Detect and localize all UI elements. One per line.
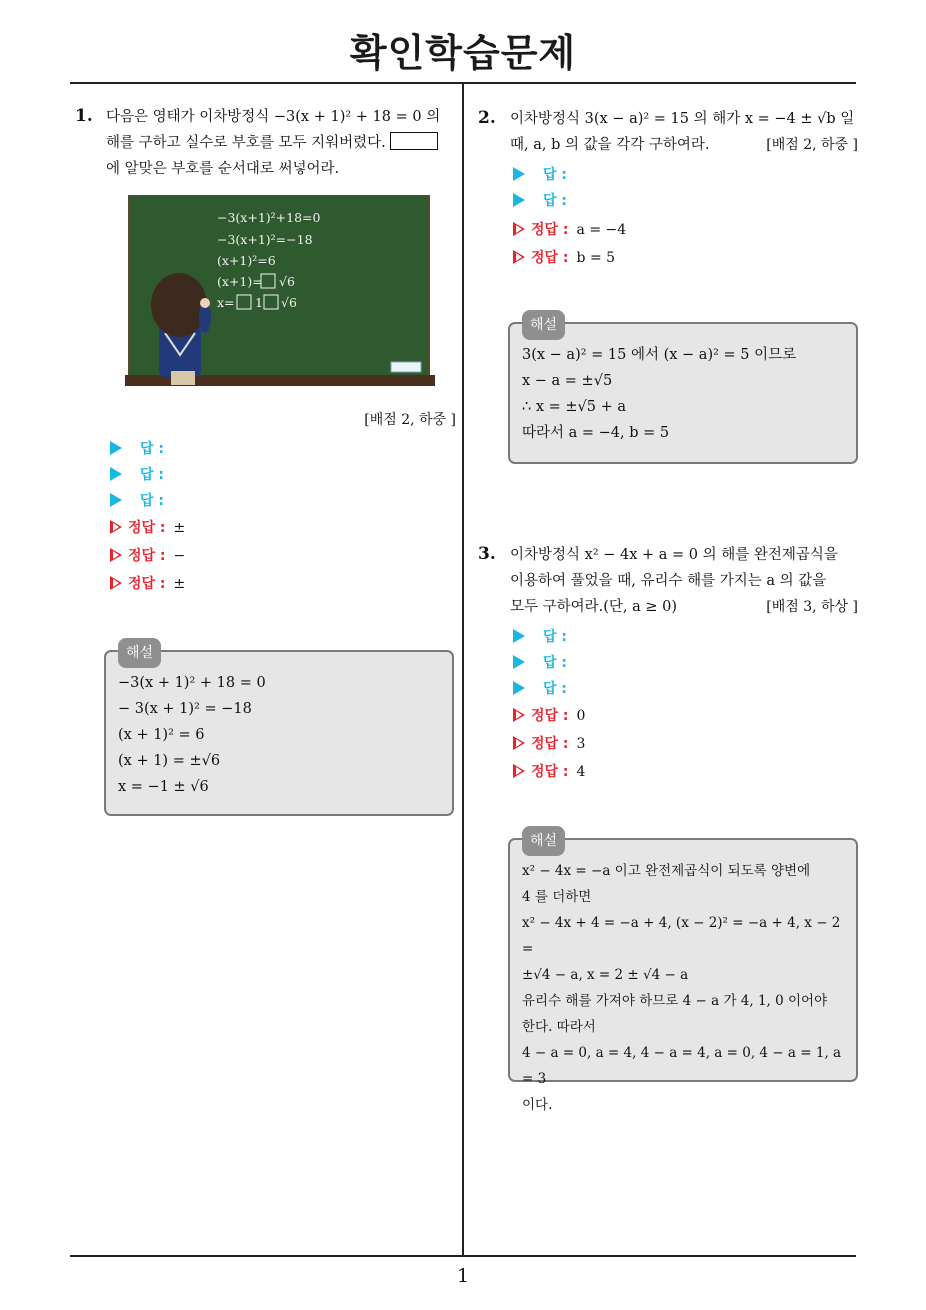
solution-line: 4 − a = 0, a = 4, 4 − a = 4, a = 0, 4 − a = 1, a = 3 xyxy=(522,1045,842,1087)
correct-label: 정답 : xyxy=(128,548,166,564)
solution-line: −3(x + 1)² + 18 = 0 xyxy=(118,675,266,691)
correct-answer-1 xyxy=(110,515,185,541)
answer-triangle-icon xyxy=(513,655,525,669)
correct-value: a = −4 xyxy=(576,222,627,238)
answer-label: 답 : xyxy=(140,441,164,457)
solution-line: 이다. xyxy=(522,1097,553,1113)
answer-label: 답 : xyxy=(543,655,567,671)
problem-2-line-b-text: 때, a, b 의 값을 각각 구하여라. xyxy=(510,137,710,153)
correct-value: 0 xyxy=(576,708,586,724)
solution-line: 유리수 해를 가져야 하므로 4 − a 가 4, 1, 0 이어야 xyxy=(522,993,828,1009)
correct-value: b = 5 xyxy=(576,250,616,266)
answer-triangle-icon xyxy=(513,167,525,181)
board-line-4: (x+1)= xyxy=(217,274,263,289)
correct-answer-2 xyxy=(110,543,185,569)
correct-label: 정답 : xyxy=(128,576,166,592)
correct-answer-3 xyxy=(110,571,185,597)
problem-3-line-c xyxy=(510,594,858,620)
problem-1-line-b-text: 해를 구하고 실수로 부호를 모두 지워버렸다. xyxy=(106,135,386,151)
problem-1-line-a: 다음은 영태가 이차방정식 −3(x + 1)² + 18 = 0 의 xyxy=(106,109,441,125)
column-divider xyxy=(462,84,464,1256)
problem-2-line-a: 이차방정식 3(x − a)² = 15 의 해가 x = −4 ± √b 일 xyxy=(510,111,855,127)
answer-triangle-icon xyxy=(513,629,525,643)
answer-line-2 xyxy=(513,650,567,676)
solution-line: − 3(x + 1)² = −18 xyxy=(118,701,252,717)
problem-3-number: 3. xyxy=(478,544,496,564)
board-line-5: x= xyxy=(217,295,235,310)
answer-triangle-icon xyxy=(110,467,122,481)
solution-box-2 xyxy=(508,317,858,464)
correct-value: 4 xyxy=(576,764,586,780)
solution-tag: 해설 xyxy=(118,638,161,668)
answer-label: 답 : xyxy=(543,193,567,209)
board-line-1: −3(x+1)²+18=0 xyxy=(217,210,321,225)
solution-line: x² − 4x = −a 이고 완전제곱식이 되도록 양변에 xyxy=(522,863,811,879)
board-line-2: −3(x+1)²=−18 xyxy=(217,232,313,247)
chalkboard-illustration xyxy=(125,195,435,387)
solution-line: x = −1 ± √6 xyxy=(118,779,209,795)
problem-2-text xyxy=(510,106,858,158)
answer-line-2 xyxy=(110,462,164,488)
correct-answer-1 xyxy=(513,703,585,729)
answer-line-3 xyxy=(513,676,567,702)
answer-label: 답 : xyxy=(543,629,567,645)
solution-line: (x + 1)² = 6 xyxy=(118,727,205,743)
solution-line: x − a = ±√5 xyxy=(522,373,613,389)
correct-triangle-icon xyxy=(513,250,525,264)
correct-label: 정답 : xyxy=(531,736,569,752)
solution-tag: 해설 xyxy=(522,310,565,340)
problem-3-line-a: 이차방정식 x² − 4x + a = 0 의 해를 완전제곱식을 xyxy=(510,547,838,563)
correct-label: 정답 : xyxy=(531,708,569,724)
answer-line-1 xyxy=(513,162,567,188)
correct-triangle-icon xyxy=(513,736,525,750)
problem-1-text xyxy=(106,104,456,182)
board-sqrt-2: √6 xyxy=(281,295,297,310)
answer-triangle-icon xyxy=(110,493,122,507)
page-number: 1 xyxy=(456,1265,470,1287)
correct-value: ± xyxy=(173,576,186,592)
solution-line: ∴ x = ±√5 + a xyxy=(522,399,627,415)
problem-3-line-b: 이용하여 풀었을 때, 유리수 해를 가지는 a 의 값을 xyxy=(510,573,827,589)
problem-1-meta: [배점 2, 하중 ] xyxy=(364,412,456,428)
problem-2-line-b xyxy=(510,132,858,158)
correct-triangle-icon xyxy=(110,576,122,590)
answer-triangle-icon xyxy=(513,681,525,695)
correct-answer-1 xyxy=(513,217,626,243)
solution-line: 따라서 a = −4, b = 5 xyxy=(522,425,670,441)
bottom-rule xyxy=(70,1255,856,1257)
solution-box-1 xyxy=(104,645,454,816)
answer-label: 답 : xyxy=(543,681,567,697)
board-line-3: (x+1)²=6 xyxy=(217,253,276,268)
answer-label: 답 : xyxy=(140,493,164,509)
solution-line: 한다. 따라서 xyxy=(522,1019,596,1035)
correct-answer-2 xyxy=(513,731,585,757)
correct-label: 정답 : xyxy=(531,222,569,238)
answer-line-3 xyxy=(110,488,164,514)
answer-line-2 xyxy=(513,188,567,214)
problem-3-meta: [배점 3, 하상 ] xyxy=(766,599,858,615)
answer-line-1 xyxy=(513,624,567,650)
page-title: 확인학습문제 xyxy=(349,31,577,75)
correct-triangle-icon xyxy=(513,222,525,236)
problem-2-meta: [배점 2, 하중 ] xyxy=(766,137,858,153)
answer-blank-box xyxy=(390,132,438,150)
correct-label: 정답 : xyxy=(531,250,569,266)
correct-label: 정답 : xyxy=(531,764,569,780)
correct-value: − xyxy=(173,548,186,564)
solution-line: 3(x − a)² = 15 에서 (x − a)² = 5 이므로 xyxy=(522,347,797,363)
answer-label: 답 : xyxy=(543,167,567,183)
board-one: 1 xyxy=(255,295,263,310)
solution-line: 4 를 더하면 xyxy=(522,889,592,905)
correct-answer-2 xyxy=(513,245,615,271)
solution-line: x² − 4x + 4 = −a + 4, (x − 2)² = −a + 4, x − 2 = xyxy=(522,915,841,957)
answer-line-1 xyxy=(110,436,164,462)
correct-value: ± xyxy=(173,520,186,536)
correct-triangle-icon xyxy=(513,708,525,722)
problem-2-number: 2. xyxy=(478,108,496,128)
problem-1-number: 1. xyxy=(75,106,93,126)
solution-box-3 xyxy=(508,833,858,1113)
correct-triangle-icon xyxy=(110,548,122,562)
eraser xyxy=(391,362,421,372)
correct-triangle-icon xyxy=(110,520,122,534)
correct-label: 정답 : xyxy=(128,520,166,536)
answer-label: 답 : xyxy=(140,467,164,483)
solution-tag: 해설 xyxy=(522,826,565,856)
problem-1-line-c: 에 알맞은 부호를 순서대로 써넣어라. xyxy=(106,161,340,177)
solution-line: (x + 1) = ±√6 xyxy=(118,753,221,769)
answer-triangle-icon xyxy=(513,193,525,207)
solution-line: ±√4 − a, x = 2 ± √4 − a xyxy=(522,967,689,983)
board-sqrt-1: √6 xyxy=(279,274,295,289)
problem-3-text xyxy=(510,542,858,620)
problem-1-line-b xyxy=(106,130,456,156)
correct-triangle-icon xyxy=(513,764,525,778)
problem-3-line-c-text: 모두 구하여라.(단, a ≥ 0) xyxy=(510,599,678,615)
answer-triangle-icon xyxy=(110,441,122,455)
correct-value: 3 xyxy=(576,736,586,752)
correct-answer-3 xyxy=(513,759,585,785)
